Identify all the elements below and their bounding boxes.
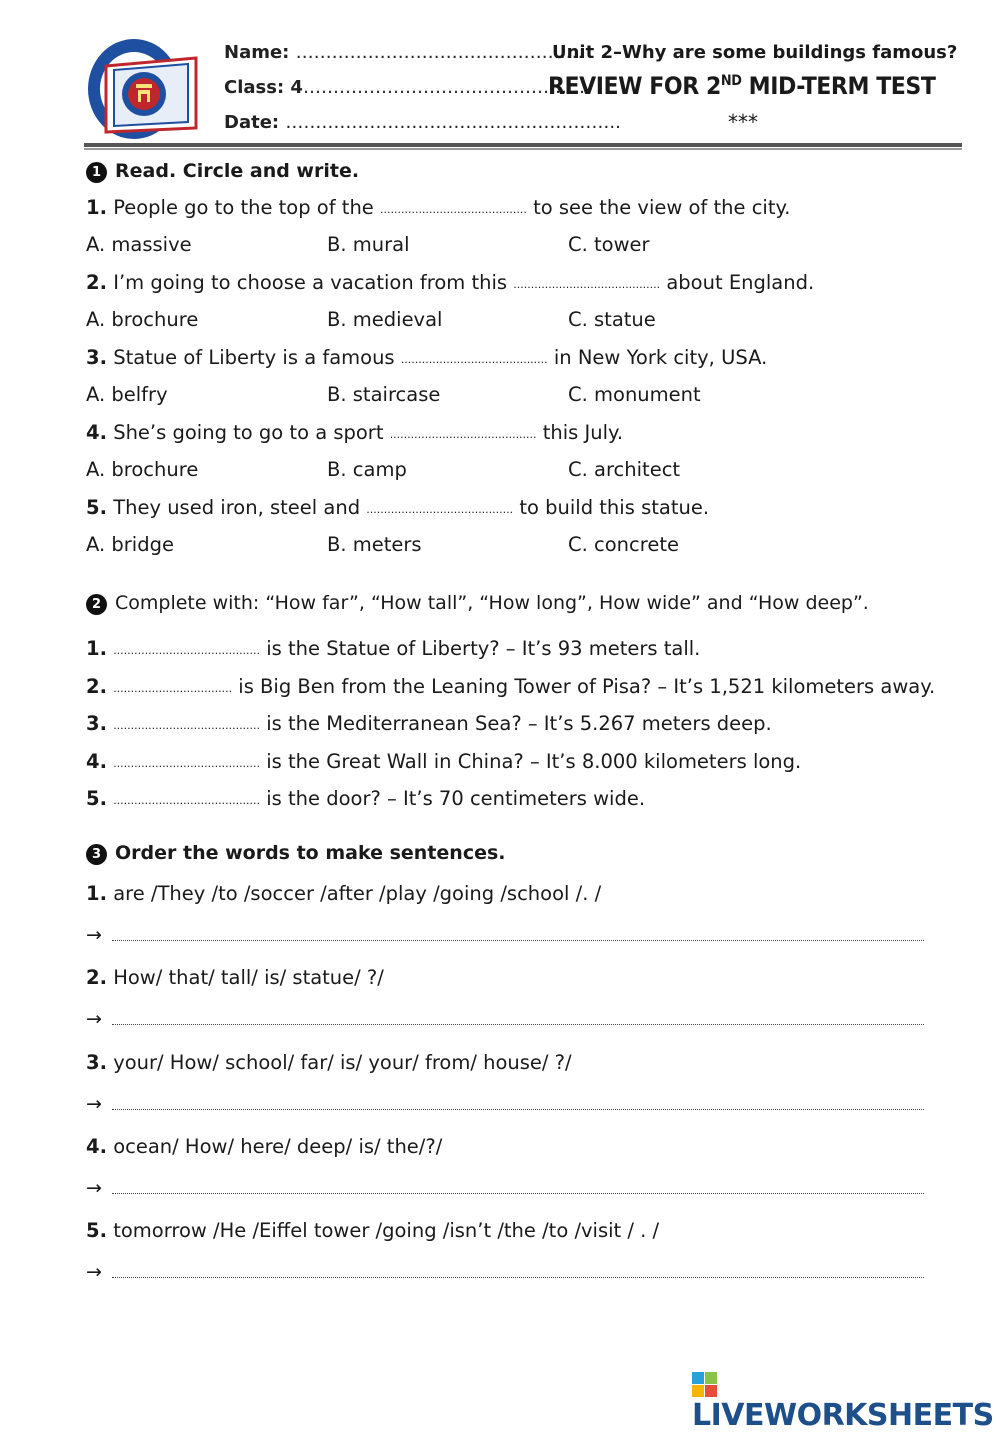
item-number: 5. <box>86 787 107 810</box>
answer-line[interactable] <box>112 1109 924 1110</box>
option-c[interactable]: C. statue <box>568 308 656 331</box>
complete-line <box>86 637 700 660</box>
item-number: 4. <box>86 1134 107 1158</box>
answer-line[interactable] <box>112 1024 924 1025</box>
option-a[interactable]: A. belfry <box>86 383 168 406</box>
question-line <box>86 196 790 219</box>
section-number-icon: 1 <box>86 162 107 183</box>
section-3-heading <box>86 842 506 865</box>
question-text-before: She’s going to go to a sport <box>113 421 384 444</box>
answer-blank[interactable]: .......................................... <box>113 756 261 770</box>
question-text-before: I’m going to choose a vacation from this <box>113 271 508 294</box>
scramble-line <box>86 966 384 989</box>
option-a[interactable]: A. brochure <box>86 308 199 331</box>
question-line <box>86 496 709 519</box>
answer-blank[interactable]: .......................................... <box>366 503 514 516</box>
class-field[interactable] <box>224 77 591 98</box>
option-b[interactable]: B. meters <box>327 533 422 556</box>
header-divider <box>84 143 962 147</box>
section-2-title: Complete with: “How far”, “How tall”, “How long”, How wide” and “How deep”. <box>115 592 869 614</box>
liveworksheets-icon <box>692 1372 718 1398</box>
header-divider-shadow <box>84 148 962 150</box>
item-text: is the door? – It’s 70 centimeters wide. <box>266 787 646 810</box>
school-logo <box>84 36 208 142</box>
option-c[interactable]: C. tower <box>568 233 650 256</box>
answer-blank[interactable]: .......................................... <box>380 203 527 216</box>
option-a[interactable]: A. massive <box>86 233 192 256</box>
answer-blank[interactable]: .......................................... <box>400 353 548 366</box>
scramble-line <box>86 882 601 905</box>
scrambled-words: ocean/ How/ here/ deep/ is/ the/?/ <box>113 1134 443 1158</box>
name-field[interactable] <box>224 42 584 63</box>
question-number: 4. <box>86 421 107 444</box>
date-label: Date: <box>224 112 280 133</box>
item-number: 3. <box>86 1050 107 1074</box>
option-b[interactable]: B. medieval <box>327 308 443 331</box>
scrambled-words: tomorrow /He /Eiffel tower /going /isn’t /the /to /visit / . / <box>113 1219 660 1243</box>
arrow-icon: → <box>86 1176 102 1199</box>
date-dots: ……………………………………………….. <box>285 112 621 133</box>
question-number: 5. <box>86 496 107 519</box>
answer-line[interactable] <box>112 940 924 941</box>
option-b[interactable]: B. mural <box>327 233 410 256</box>
item-number: 1. <box>86 637 107 660</box>
item-number: 5. <box>86 1219 107 1243</box>
class-dots: ………………………………………… <box>302 77 591 98</box>
question-number: 3. <box>86 346 107 369</box>
option-a[interactable]: A. brochure <box>86 458 199 481</box>
option-b[interactable]: B. camp <box>327 458 407 481</box>
question-text-after: this July. <box>542 421 624 444</box>
scrambled-words: your/ How/ school/ far/ is/ your/ from/ house/ ?/ <box>113 1050 572 1074</box>
option-c[interactable]: C. architect <box>568 458 681 481</box>
arrow-icon: → <box>86 924 102 946</box>
option-c[interactable]: C. monument <box>568 383 701 406</box>
answer-blank[interactable]: .................................. <box>113 681 233 695</box>
item-text: is the Great Wall in China? – It’s 8.000 kilometers long. <box>266 749 802 773</box>
option-c[interactable]: C. concrete <box>568 533 679 556</box>
section-number-icon: 3 <box>86 844 107 865</box>
complete-line <box>86 750 801 773</box>
question-line <box>86 346 767 369</box>
arrow-icon: → <box>86 1092 102 1115</box>
name-dots: ………………………………………… <box>295 42 584 63</box>
class-label: Class: 4 <box>224 77 303 98</box>
option-a[interactable]: A. bridge <box>86 533 174 556</box>
item-number: 2. <box>86 966 107 990</box>
stars-decoration: *** <box>728 110 758 134</box>
answer-blank[interactable]: .......................................... <box>513 278 661 291</box>
item-number: 3. <box>86 712 107 735</box>
question-text-after: to build this statue. <box>519 496 710 519</box>
answer-blank[interactable]: .......................................... <box>113 719 261 732</box>
question-number: 1. <box>86 196 107 219</box>
scramble-line <box>86 1135 442 1158</box>
question-number: 2. <box>86 271 107 294</box>
question-text-before: Statue of Liberty is a famous <box>113 346 395 369</box>
item-number: 2. <box>86 674 107 698</box>
review-title: REVIEW FOR 2ND MID-TERM TEST <box>548 72 936 100</box>
scrambled-words: are /They /to /soccer /after /play /going /school /. / <box>113 882 602 905</box>
item-text: is Big Ben from the Leaning Tower of Pisa? – It’s 1,521 kilometers away. <box>238 674 936 698</box>
question-text-before: People go to the top of the <box>113 196 374 219</box>
complete-line <box>86 675 935 698</box>
section-1-heading <box>86 160 359 183</box>
name-label: Name: <box>224 42 290 63</box>
unit-title: Unit 2–Why are some buildings famous? <box>552 42 958 63</box>
question-line <box>86 421 623 444</box>
question-text-after: about England. <box>666 271 815 294</box>
answer-blank[interactable]: .......................................... <box>113 794 261 807</box>
item-text: is the Statue of Liberty? – It’s 93 meters tall. <box>266 637 701 660</box>
question-line <box>86 271 814 294</box>
section-1-title: Read. Circle and write. <box>115 160 360 182</box>
answer-blank[interactable]: .......................................... <box>389 428 537 441</box>
brand-name: LIVEWORKSHEETS <box>692 1398 994 1433</box>
scramble-line <box>86 1219 659 1242</box>
date-field[interactable] <box>224 112 621 133</box>
answer-line[interactable] <box>112 1193 924 1194</box>
scramble-line <box>86 1051 572 1074</box>
section-3-title: Order the words to make sentences. <box>115 842 506 864</box>
section-number-icon: 2 <box>86 594 107 615</box>
item-number: 4. <box>86 749 107 773</box>
option-b[interactable]: B. staircase <box>327 383 441 406</box>
arrow-icon: → <box>86 1261 102 1284</box>
complete-line <box>86 787 645 810</box>
liveworksheets-logo <box>692 1372 1000 1433</box>
answer-blank[interactable]: .......................................... <box>113 644 261 657</box>
scrambled-words: How/ that/ tall/ is/ statue/ ?/ <box>113 966 384 990</box>
item-number: 1. <box>86 882 107 905</box>
section-2-heading <box>86 592 869 615</box>
item-text: is the Mediterranean Sea? – It’s 5.267 meters deep. <box>266 712 772 735</box>
question-text-after: to see the view of the city. <box>533 196 791 219</box>
question-text-after: in New York city, USA. <box>553 346 768 369</box>
question-text-before: They used iron, steel and <box>113 496 361 519</box>
answer-line[interactable] <box>112 1277 924 1278</box>
arrow-icon: → <box>86 1008 102 1031</box>
complete-line <box>86 712 772 735</box>
